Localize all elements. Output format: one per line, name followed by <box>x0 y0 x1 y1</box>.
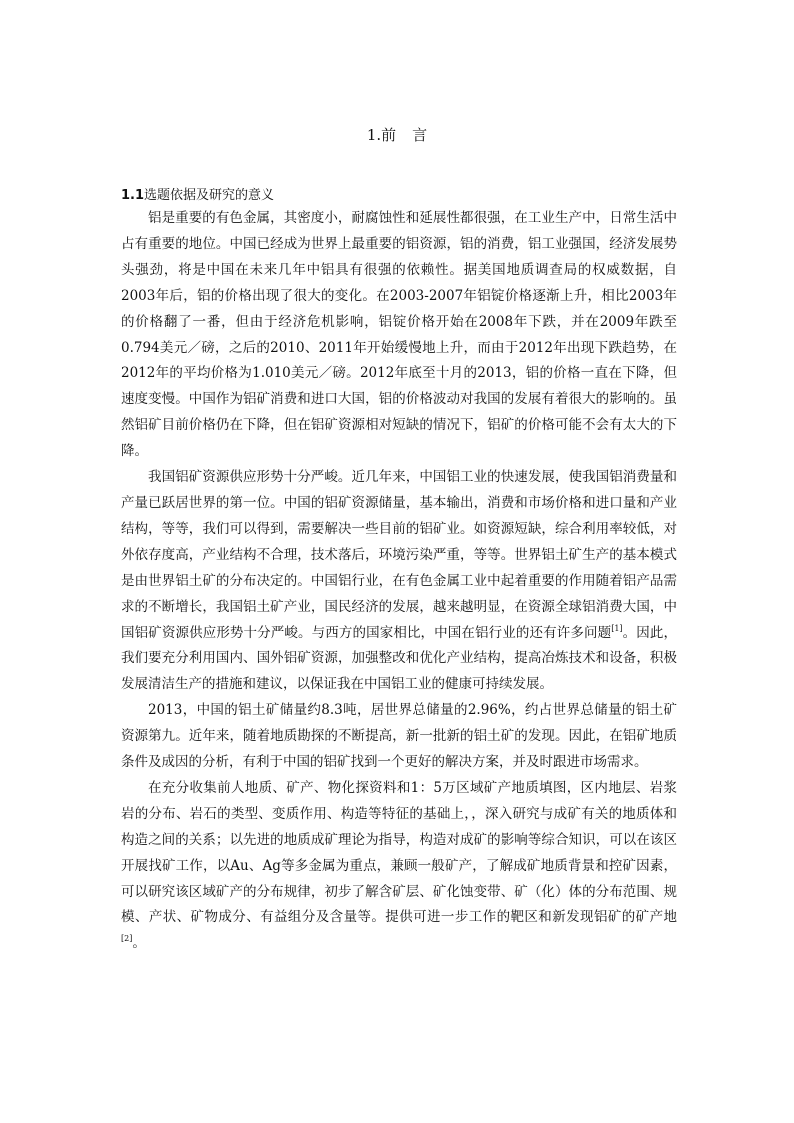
paragraph-text: 在充分收集前人地质、矿产、物化探资料和1：5万区域矿产地质填图，区内地层、岩浆岩的分布、岩石的类型、变质作用、构造等特征的基础上，，深入研究与成矿有关的地质体和构造之间的关系；以先进的地质成矿理论为指导，构造对成矿的影响等综合知识，可以在该区开展找矿工作，以Au、Ag等多金属为重点，兼顾一般矿产，了解成矿地质背景和控矿因素，可以研究该区域矿产的分布规律，初步了解含矿层、矿化蚀变带、矿（化）体的分布范围、规模、产状、矿物成分、有益组分及含量等。提供可进一步工作的靶区和新发现铝矿的矿产地 <box>121 779 677 926</box>
paragraph <box>121 206 677 465</box>
paragraph-text-continued: 。 <box>132 935 146 952</box>
chapter-title-first-char: 前 <box>381 126 397 144</box>
citation-reference[interactable]: [2] <box>121 934 133 944</box>
citation-reference[interactable]: [1] <box>611 623 623 633</box>
chapter-title-second-char: 言 <box>412 126 428 144</box>
section-heading <box>121 184 274 203</box>
chapter-title <box>0 124 794 145</box>
body-text <box>121 206 677 957</box>
paragraph-text-continued: 。因此，我们要充分利用国内、国外铝矿资源，加强整改和优化产业结构，提高冶炼技术和设备，积极发展清洁生产的措施和建议，以保证我在中国铝工业的健康可持续发展。 <box>121 624 678 693</box>
paragraph-text: 我国铝矿资源供应形势十分严峻。近几年来，中国铝工业的快速发展，使我国铝消费量和产量已跃居世界的第一位。中国的铝矿资源储量，基本输出，消费和市场价格和进口量和产业结构，等等，我们可以得到，需要解决一些目前的铝矿业。如资源短缺，综合利用率较低，对外依存度高，产业结构不合理，技术落后，环境污染严重，等等。世界铝土矿生产的基本模式是由世界铝土矿的分布决定的。中国铝行业，在有色金属工业中起着重要的作用随着铝产品需求的不断增长，我国铝土矿产业，国民经济的发展，越来越明显，在资源全球铝消费大国，中国铝矿资源供应形势十分严峻。与西方的国家相比，中国在铝行业的还有许多问题 <box>121 469 677 641</box>
paragraph <box>121 776 677 957</box>
paragraph-text: 铝是重要的有色金属，其密度小，耐腐蚀性和延展性都很强，在工业生产中，日常生活中占有重要的地位。中国已经成为世界上最重要的铝资源，铝的消费，铝工业强国，经济发展势头强劲，将是中国在未来几年中铝具有很强的依赖性。据美国地质调查局的权威数据，自2003年后，铝的价格出现了很大的变化。在2003-2007年铝锭价格逐渐上升，相比2003年的价格翻了一番，但由于经济危机影响，铝锭价格开始在2008年下跌，并在2009年跌至0.794美元／磅，之后的2010、2011年开始缓慢地上升，而由于2012年出现下跌趋势，在2012年的平均价格为1.010美元／磅。2012年底至十月的2013，铝的价格一直在下降，但速度变慢。中国作为铝矿消费和进口大国，铝的价格波动对我国的发展有着很大的影响的。虽然铝矿目前价格仍在下降，但在铝矿资源相对短缺的情况下，铝矿的价格可能不会有太大的下降。 <box>121 210 677 460</box>
paragraph <box>121 465 677 698</box>
section-title: 选题依据及研究的意义 <box>144 188 275 203</box>
paragraph <box>121 698 677 776</box>
section-number: 1.1 <box>121 188 145 203</box>
paragraph-text: 2013，中国的铝土矿储量约8.3吨，居世界总储量的2.96%，约占世界总储量的铝土矿资源第九。近年来，随着地质勘探的不断提高，新一批新的铝土矿的发现。因此，在铝矿地质条件及成因的分析，有利于中国的铝矿找到一个更好的解决方案，并及时跟进市场需求。 <box>121 702 677 771</box>
chapter-number: 1. <box>366 126 382 144</box>
